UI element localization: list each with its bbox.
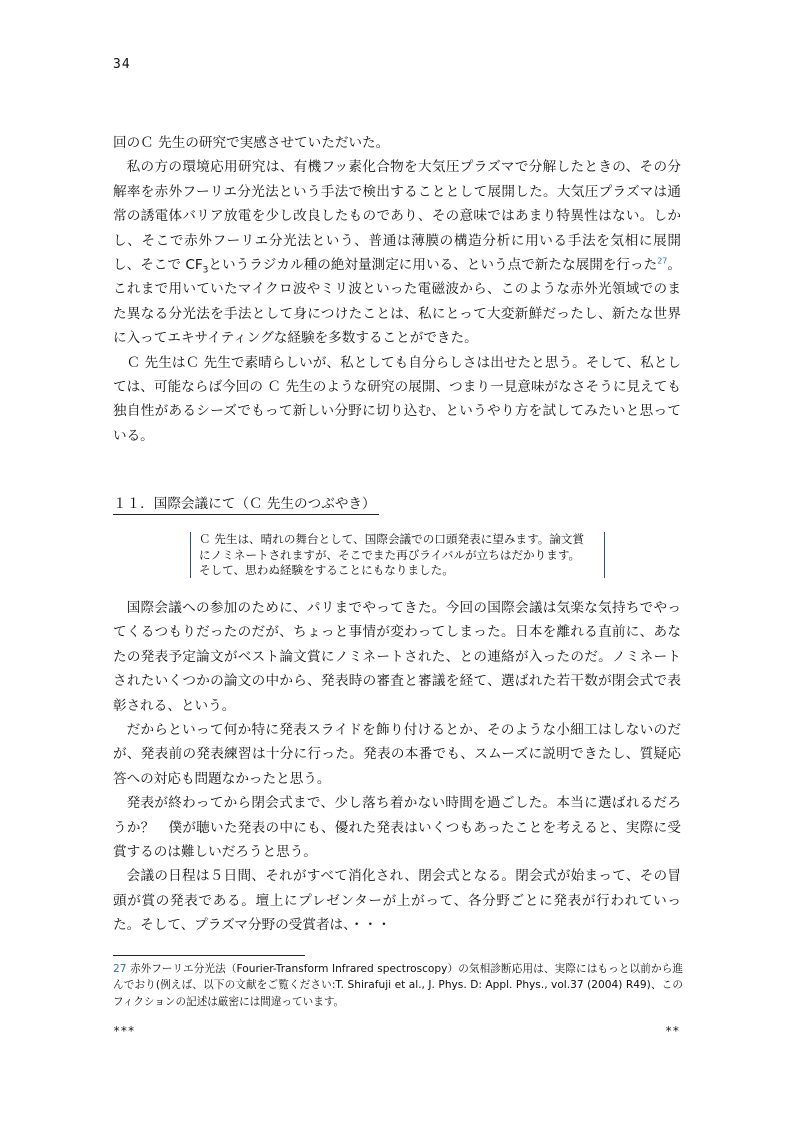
paragraph [113, 155, 681, 350]
quote-line: にノミネートされますが、そこでまた再びライバルが立ちはだかります。 [199, 547, 581, 562]
paragraph: 会議の日程は５日間、それがすべて消化され、閉会式となる。閉会式が始まって、その冒頭が賞の発表である。壇上にプレゼンターが上がって、各分野ごとに発表が行われていった。そして、プラズマ分野の受賞者は、・・・ [113, 868, 681, 934]
page-number: 34 [113, 57, 131, 72]
quote-line: そして、思わぬ経験をすることにもなりました。 [199, 563, 454, 578]
footnote-reference-link[interactable]: 27 [657, 256, 668, 266]
footnote-text: 赤外フーリエ分光法（Fourier-Transform Infrared spectroscopy）の気相診断応用は、実際にはもっと以前から進んでおり(例えば、以下の文献をご覧ください:T. Shirafuji et al., J. Phys. D: Appl. Phys., vol.37 (2004) R49)、このフィクションの記述は厳密には間違っています。 [113, 963, 683, 1008]
paragraph-text: というラジカル種の絶対量測定に用いる、という点で新たな展開を行った [208, 257, 658, 274]
paragraph: だからといって何か特に発表スライドを飾り付けるとか、そのような小細工はしないのだが、発表前の発表練習は十分に行った。発表の本番でも、スムーズに説明できたし、質疑応答への対応も問題なかったと思う。 [113, 722, 681, 787]
paragraph-text: 。これまで用いていたマイクロ波やミリ波といった電磁波から、このような赤外光領域でのまた異なる分光法を手法として身につけたことは、私にとって大変新鮮だったし、新たな世界に入ってエキサイティングな経験を多数することができた。 [113, 257, 682, 347]
summary-quote-box [190, 532, 605, 578]
quote-line: Ｃ 先生は、晴れの舞台として、国際会議での口頭発表に望みます。論文賞 [199, 532, 585, 546]
footnote [113, 961, 683, 1010]
bottom-right-mark: ** [665, 1024, 680, 1038]
section-heading: １１．国際会議にて（Ｃ 先生のつぶやき） [113, 495, 379, 515]
paragraph: 回のＣ 先生の研究で実感させていただいた。 [113, 135, 390, 151]
subscript: 3 [202, 265, 209, 276]
footnote-divider [113, 955, 305, 956]
paragraph-text: 私の方の環境応用研究は、有機フッ素化合物を大気圧プラズマで分解したときの、その分解率を赤外フーリエ分光法という手法で検出することとして展開した。大気圧プラズマは通常の誘電体バリア放電を少し改良したものであり、その意味ではあまり特異性はない。しかし、そこで赤外フーリエ分光法という、普通は薄膜の構造分析に用いる手法を気相に展開し、そこで CF [113, 159, 681, 274]
bottom-left-mark: *** [113, 1024, 135, 1038]
body-text-block-1 [113, 131, 681, 448]
body-text-block-2 [113, 596, 681, 938]
paragraph: 国際会議への参加のために、パリまでやってきた。今回の国際会議は気楽な気持ちでやってくるつもりだったのだが、ちょっと事情が変わってしまった。日本を離れる直前に、あなたの発表予定論文がベスト論文賞にノミネートされた、との連絡が入ったのだ。ノミネートされたいくつかの論文の中から、発表時の審査と審議を経て、選ばれた若干数が閉会式で表彰される、という。 [113, 600, 681, 714]
footnote-number: 27 [113, 963, 127, 975]
paragraph: Ｃ 先生はＣ 先生で素晴らしいが、私としても自分らしさは出せたと思う。そして、私としては、可能ならば今回の Ｃ 先生のような研究の展開、つまり一見意味がなさそうに見えても独自性があるシーズでもって新しい分野に切り込む、というやり方を試してみたいと思っている。 [113, 354, 681, 444]
paragraph: 発表が終わってから閉会式まで、少し落ち着かない時間を過ごした。本当に選ばれるだろうか？ 僕が聴いた発表の中にも、優れた発表はいくつもあったことを考えると、実際に受賞するのは難しいだろうと思う。 [113, 795, 681, 861]
